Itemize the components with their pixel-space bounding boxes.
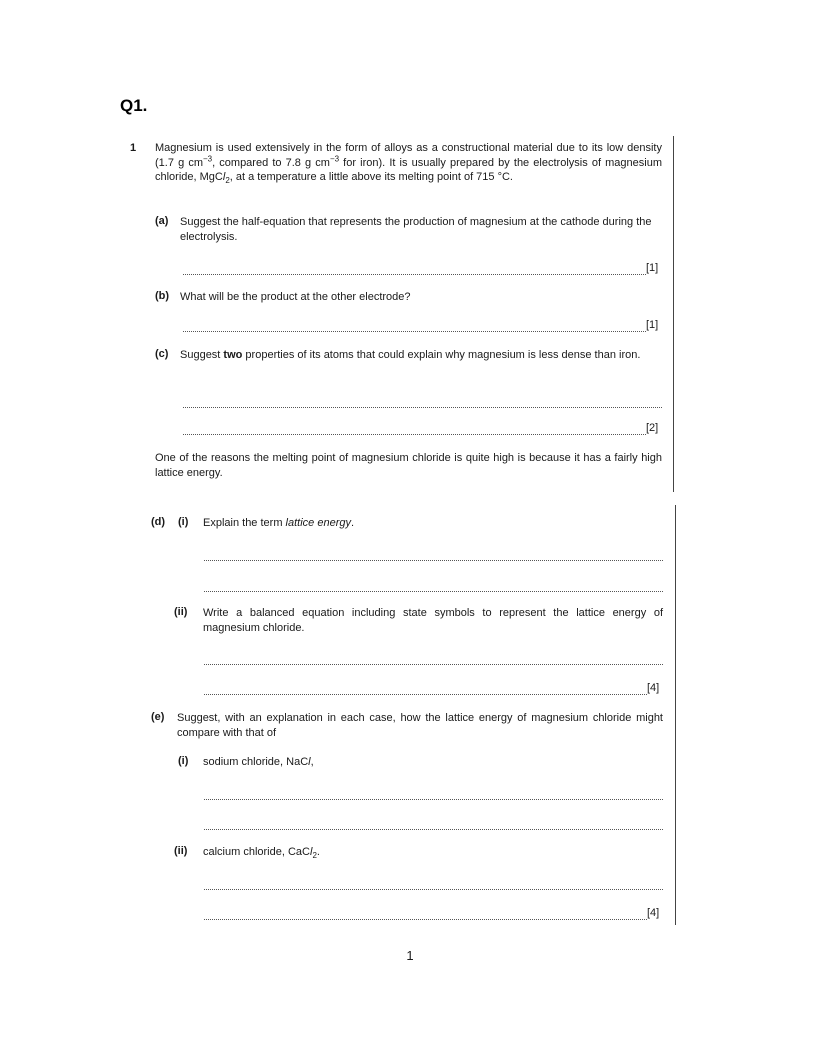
part-e-i-ell: l (308, 756, 311, 768)
part-d-i-text (203, 516, 663, 531)
intro-ell: l (222, 171, 226, 183)
part-d-i-text-start: Explain the term (203, 517, 286, 529)
page-number: 1 (406, 948, 414, 963)
question-heading: Q1. (120, 96, 148, 115)
part-e-ii-text (203, 845, 320, 860)
part-c-text (180, 348, 662, 363)
part-d-ii-text: Write a balanced equation including state symbols to represent the lattice energy of magnesium chloride. (203, 607, 663, 634)
part-c-label: (c) (155, 348, 169, 360)
mark-c: [2] (646, 422, 659, 434)
margin-line-lower (675, 505, 676, 925)
part-e-i-text-start: sodium chloride, NaC (203, 756, 309, 768)
part-e-i-text (203, 755, 314, 770)
answer-line-e4[interactable] (204, 905, 647, 920)
part-c-bold: two (223, 349, 243, 361)
part-d-i-italic: lattice energy (285, 517, 351, 529)
mark-d: [4] (647, 682, 660, 694)
part-a-label: (a) (155, 215, 169, 227)
intro-text-4: , at a temperature a little above its melting point of 715 °C. (229, 171, 513, 183)
intro-exponent-2: −3 (329, 153, 340, 163)
part-e-ii-subscript: 2 (312, 851, 317, 861)
part-e-i-text-end: , (310, 756, 314, 768)
part-d-i-label: (i) (178, 516, 189, 528)
intro-subscript: 2 (225, 176, 230, 186)
part-d-label: (d) (151, 516, 166, 528)
answer-line-e3[interactable] (204, 875, 663, 890)
answer-line-c1[interactable] (183, 393, 662, 408)
part-b-label: (b) (155, 290, 170, 302)
part-c-text-1: Suggest (180, 349, 224, 361)
part-e-ii-text-end: . (316, 846, 320, 858)
answer-line-d2[interactable] (204, 577, 663, 592)
lattice-intro: One of the reasons the melting point of magnesium chloride is quite high is because it has a fairly high lattice energy. (155, 452, 662, 479)
part-e-ii-ell: l (309, 846, 313, 858)
part-e-ii-label: (ii) (174, 845, 188, 857)
part-e-ii-text-start: calcium chloride, CaC (203, 846, 310, 858)
intro-exponent-1: −3 (202, 153, 213, 163)
intro-text-2: , compared to 7.8 g cm (212, 156, 330, 169)
mark-e: [4] (647, 907, 660, 919)
part-b-text: What will be the product at the other electrode? (180, 291, 411, 303)
answer-line-c2[interactable] (183, 420, 646, 435)
mark-b: [1] (646, 319, 659, 331)
answer-line-a[interactable] (183, 260, 646, 275)
part-a-text: Suggest the half-equation that represents the production of magnesium at the cathode during the electrolysis. (180, 216, 652, 243)
margin-line-upper (673, 136, 674, 492)
part-d-i-text-end: . (350, 517, 355, 529)
part-c-text-2: properties of its atoms that could explain why magnesium is less dense than iron. (242, 349, 641, 361)
part-d-ii-label: (ii) (174, 606, 188, 618)
part-e-i-label: (i) (178, 755, 189, 767)
mark-a: [1] (646, 262, 659, 274)
intro-text-1: Magnesium is used extensively in the form of alloys as a constructional material due to its low density (1.7 g cm (155, 142, 662, 169)
question-number: 1 (130, 142, 137, 154)
answer-line-e2[interactable] (204, 815, 663, 830)
intro-text-3: for iron). It is usually prepared by the electrolysis of magnesium chloride, MgC (155, 156, 662, 183)
part-e-label: (e) (151, 711, 165, 723)
answer-line-d1[interactable] (204, 546, 663, 561)
part-e-text: Suggest, with an explanation in each case, how the lattice energy of magnesium chloride might compare with that of (177, 712, 663, 739)
answer-line-e1[interactable] (204, 785, 663, 800)
intro-paragraph (155, 141, 662, 185)
answer-line-b[interactable] (183, 317, 646, 332)
answer-line-d3[interactable] (204, 650, 663, 665)
answer-line-d4[interactable] (204, 680, 647, 695)
